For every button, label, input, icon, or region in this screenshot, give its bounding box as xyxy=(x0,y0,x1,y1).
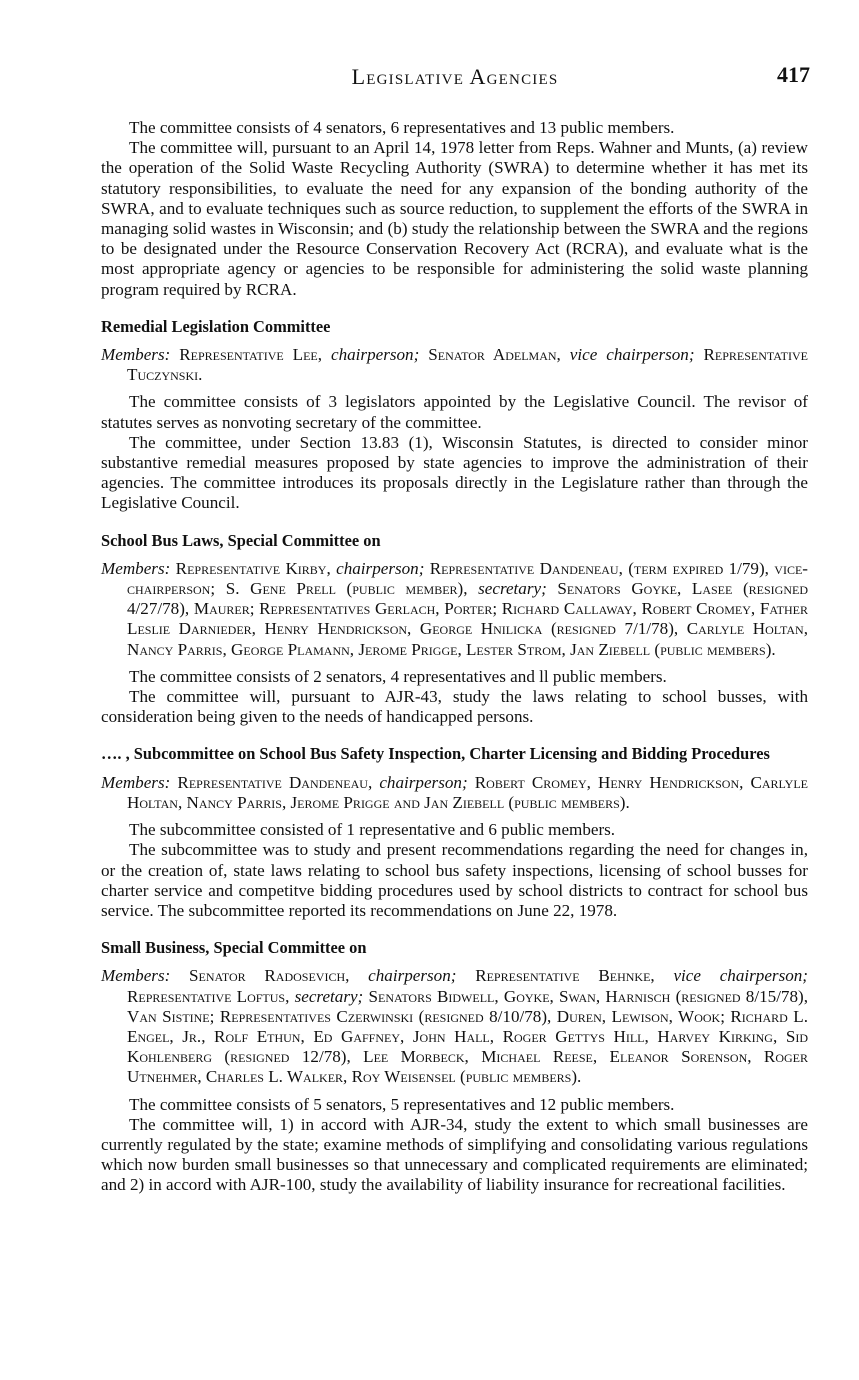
paragraph: The committee consists of 2 senators, 4 representatives and ll public members. xyxy=(129,666,667,686)
members-label: Members: xyxy=(101,966,171,986)
page-body xyxy=(101,118,808,1196)
member-name: Representative Lee, xyxy=(179,345,323,365)
intro-section xyxy=(101,118,808,300)
remedial-committee-section xyxy=(101,317,808,514)
page-number: 417 xyxy=(777,62,810,87)
members-list xyxy=(101,966,808,1087)
members-list xyxy=(101,773,808,813)
member-role: vice chairperson; xyxy=(673,966,809,986)
member-role: chairperson; xyxy=(368,966,457,986)
member-name: Senator Radosevich, xyxy=(189,966,350,986)
running-title: Legislative Agencies xyxy=(351,64,559,89)
member-name: Representative Dandeneau, (term expired 1/79), vice-chairperson; S. Gene Prell (public member), xyxy=(127,558,808,599)
member-names: Robert Cromey, Henry Hendrickson, Carlyle Holtan, Nancy Parris, Jerome Prigge and Jan Ziebell (public members). xyxy=(127,772,809,812)
member-name: Representative Tuczynski. xyxy=(127,345,808,385)
member-name: Senator Adelman, xyxy=(428,345,561,365)
school-bus-committee-section xyxy=(101,531,808,728)
paragraph: The committee will, pursuant to an April 14, 1978 letter from Reps. Wahner and Munts, (a) review the operation of the Solid Waste Recycling Authority (SWRA) to determine whether it has met its statutory responsibilities, to evaluate the need for any expansion of the bonding authority of the SWRA, and to evaluate techniques such as source reduction, to supplement the efforts of the SWRA in managing solid wastes in Wisconsin; and (b) study the relationship between the SWRA and the regions to be designated under the Resource Conservation Recovery Act (RCRA), and evaluate what is the most appropriate agency or agencies to be responsible for administering the solid waste planning program required by RCRA. xyxy=(101,138,808,299)
member-name: Representative Behnke, xyxy=(475,966,655,986)
member-role: chairperson; xyxy=(336,558,425,578)
section-heading: Remedial Legislation Committee xyxy=(101,316,331,336)
subcommittee-section xyxy=(101,744,808,921)
members-list xyxy=(101,559,808,660)
member-role: secretary; xyxy=(478,579,547,599)
small-business-committee-section xyxy=(101,938,808,1195)
section-heading: Small Business, Special Committee on xyxy=(101,938,367,958)
member-role: secretary; xyxy=(294,986,364,1006)
paragraph: The committee consists of 4 senators, 6 representatives and 13 public members. xyxy=(129,118,675,137)
member-role: chairperson; xyxy=(379,772,468,792)
members-label: Members: xyxy=(101,558,171,578)
members-list xyxy=(101,345,808,385)
members-label: Members: xyxy=(101,772,171,792)
member-name: Representative Dandeneau, xyxy=(177,772,373,792)
paragraph: The committee will, pursuant to AJR-43, study the laws relating to school busses, with consideration being given to the needs of handicapped persons. xyxy=(101,687,808,727)
paragraph: The committee, under Section 13.83 (1), Wisconsin Statutes, is directed to consider minor substantive remedial measures proposed by state agencies to improve the administration of their agencies. The committee introduces its proposals directly in the Legislature rather than through the Legislative Council. xyxy=(101,432,808,513)
section-heading: …. , Subcommittee on School Bus Safety Inspection, Charter Licensing and Bidding Procedures xyxy=(101,744,770,764)
paragraph: The committee consists of 3 legislators appointed by the Legislative Council. The revisor of statutes serves as nonvoting secretary of the committee. xyxy=(101,392,808,432)
paragraph: The committee consists of 5 senators, 5 representatives and 12 public members. xyxy=(129,1094,675,1114)
paragraph: The committee will, 1) in accord with AJR-34, study the extent to which small businesses are currently regulated by the state; examine methods of simplifying and consolidating various regulations which now burden small businesses so that unnecessary and complicated requirements are eliminated; and 2) in accord with AJR-100, study the availability of liability insurance for recreational facilities. xyxy=(101,1114,808,1195)
member-role: vice chairperson; xyxy=(569,345,695,365)
member-name: Representative Kirby, xyxy=(175,558,331,578)
member-name: Representative Loftus, xyxy=(127,986,290,1006)
member-names: Senators Goyke, Lasee (resigned 4/27/78), Maurer; Representatives Gerlach, Porter; Richard Callaway, Robert Cromey, Father Leslie Darnieder, Henry Hendrickson, George Hnilicka (resigned 7/1/78), Carlyle Holtan, Nancy Parris, George Plamann, Jerome Prigge, Lester Strom, Jan Ziebell (public members). xyxy=(127,579,808,659)
page-header xyxy=(100,64,810,94)
member-role: chairperson; xyxy=(330,345,420,365)
members-label: Members: xyxy=(101,345,171,365)
section-heading: School Bus Laws, Special Committee on xyxy=(101,530,381,550)
member-names: Senators Bidwell, Goyke, Swan, Harnisch (resigned 8/15/78), Van Sistine; Representatives Czerwinski (resigned 8/10/78), Duren, Lewison, Wook; Richard L. Engel, Jr., Rolf Ethun, Ed Gaffney, John Hall, Roger Gettys Hill, Harvey Kirking, Sid Kohlenberg (resigned 12/78), Lee Morbeck, Michael Reese, Eleanor Sorenson, Roger Utnehmer, Charles L. Walker, Roy Weisensel (public members). xyxy=(127,986,808,1087)
paragraph: The subcommittee was to study and present recommendations regarding the need for changes in, or the creation of, state laws relating to school bus safety inspections, licensing of school busses for charter service and competitve bidding procedures used by school districts to contract for school bus service. The subcommittee reported its recommendations on June 22, 1978. xyxy=(101,840,808,920)
paragraph: The subcommittee consisted of 1 representative and 6 public members. xyxy=(129,820,616,840)
